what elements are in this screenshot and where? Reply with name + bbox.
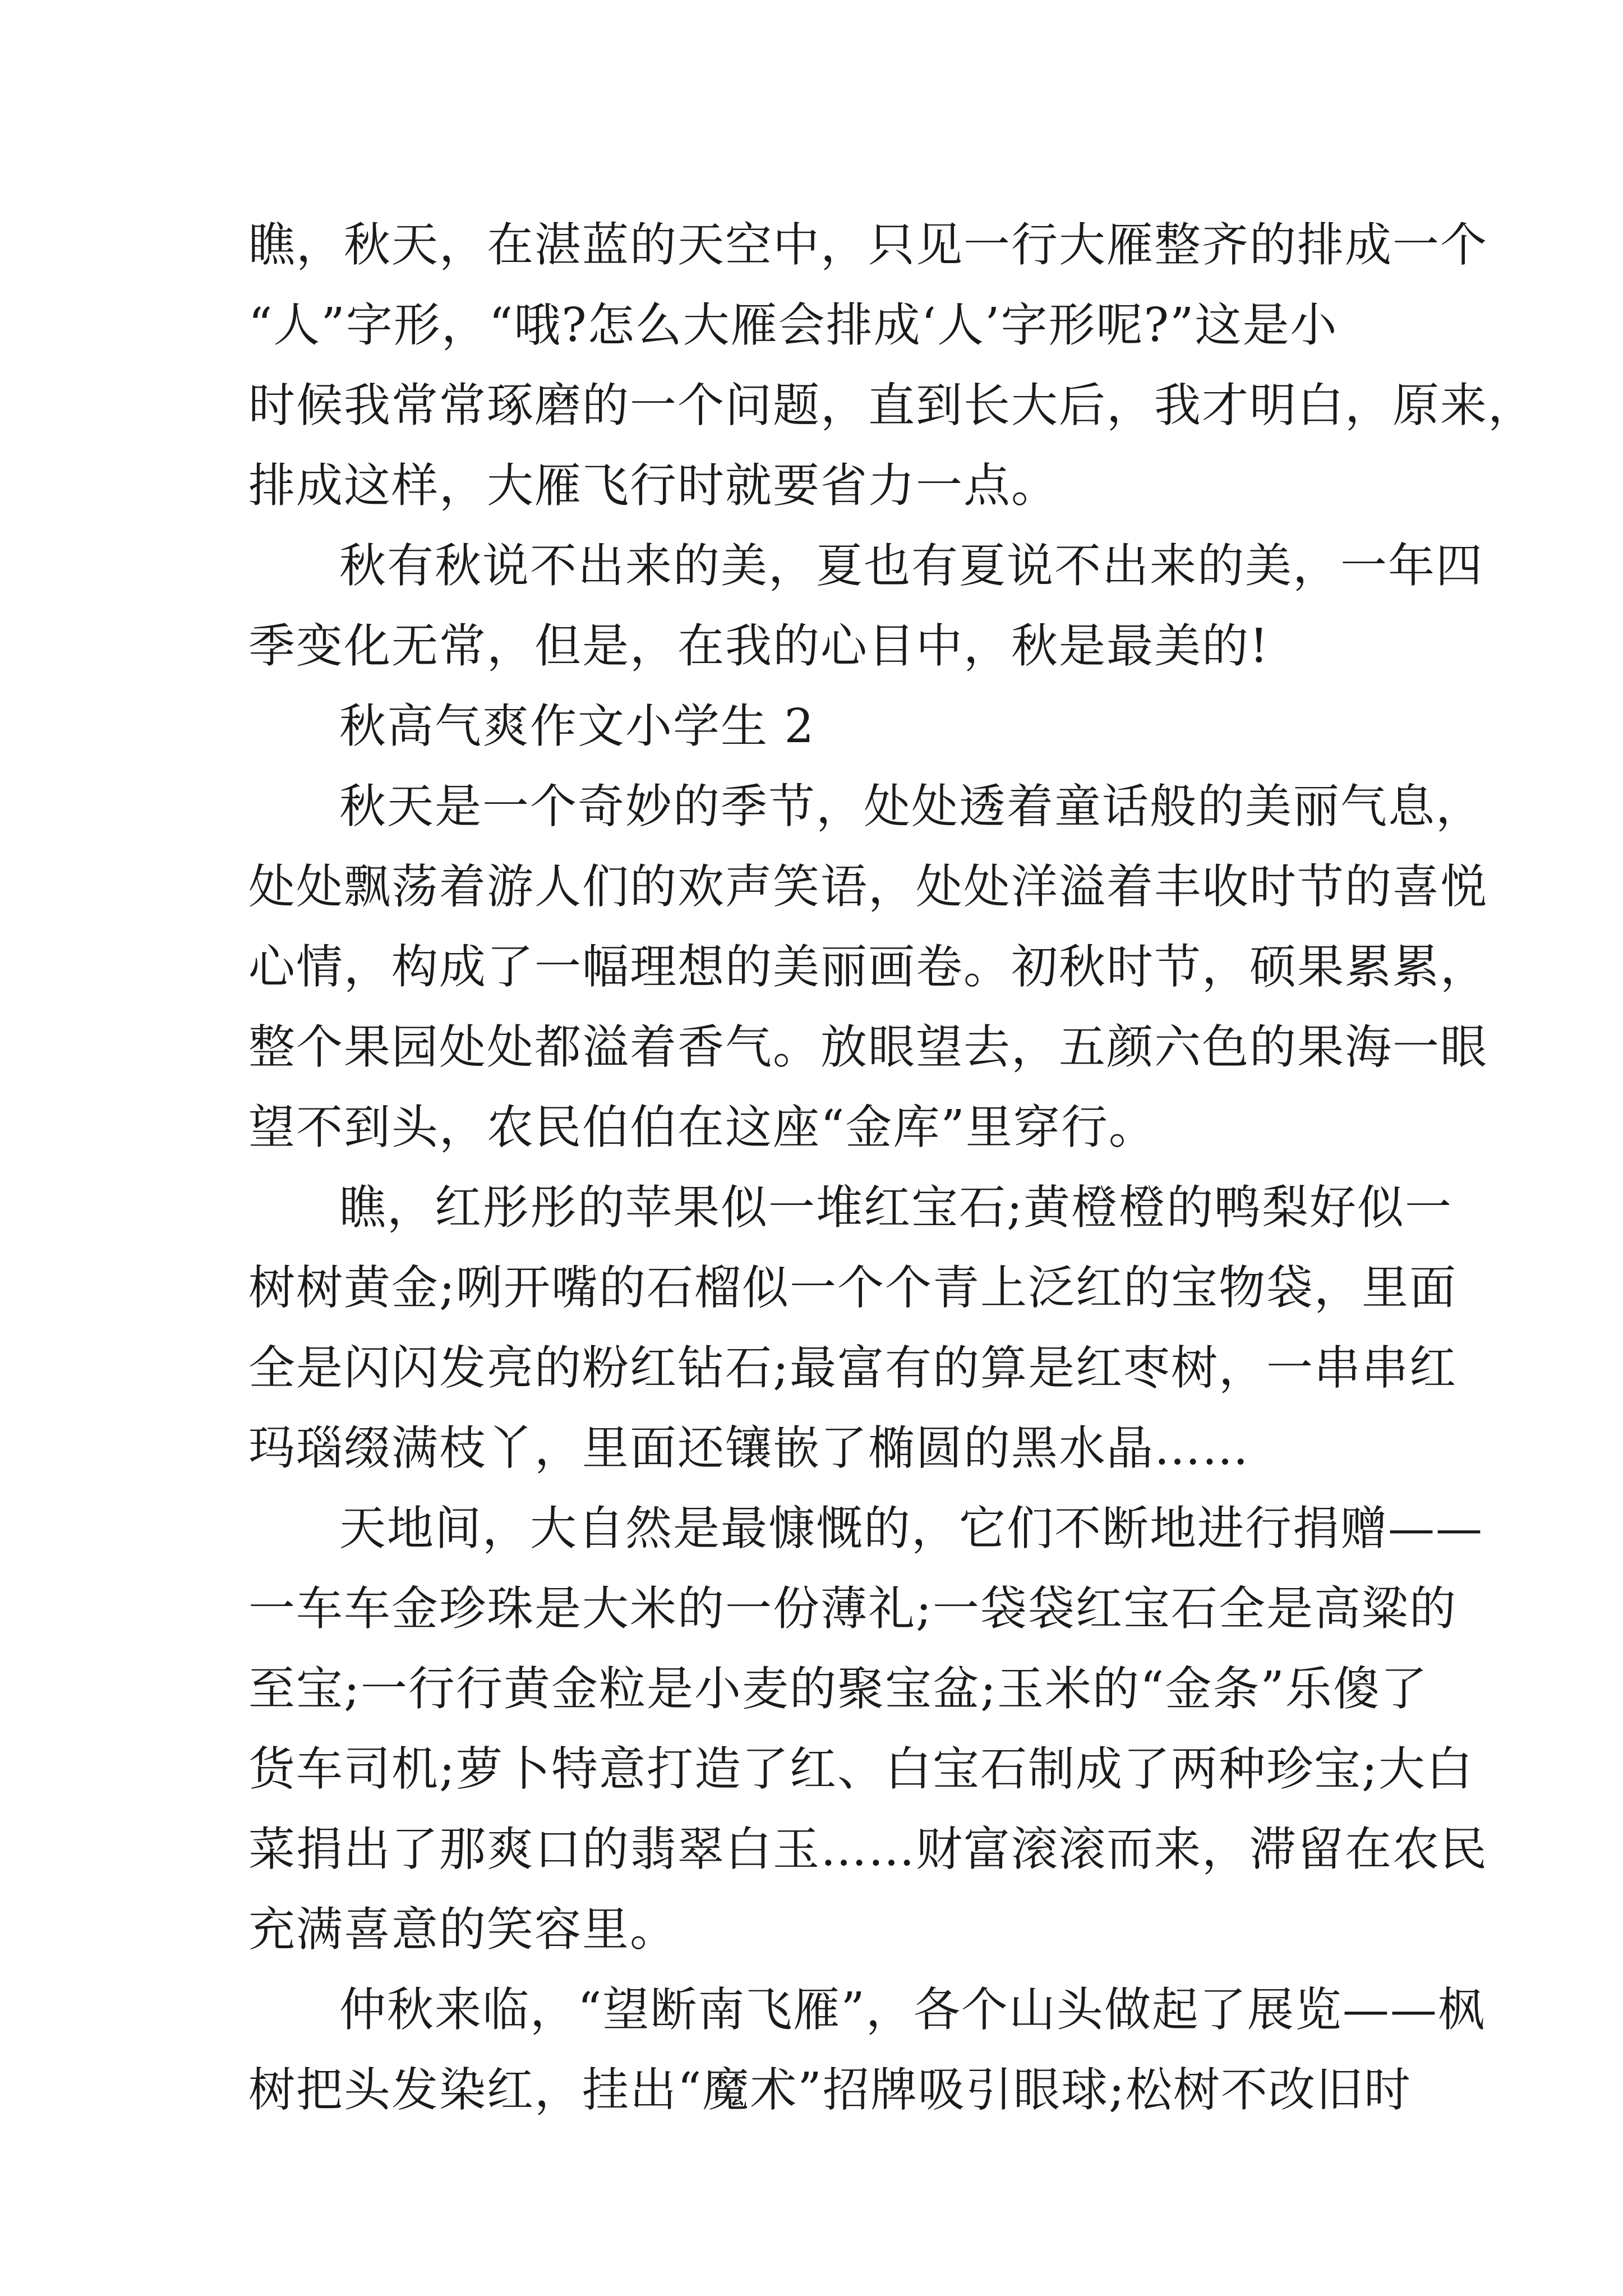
text-line: 天地间，大自然是最慷慨的，它们不断地进行捐赠——: [339, 1501, 1483, 1556]
text-line: 一车车金珍珠是大米的一份薄礼;一袋袋红宝石全是高粱的: [248, 1581, 1457, 1636]
essay-text: [248, 205, 1536, 2130]
text-line: 整个果园处处都溢着香气。放眼望去，五颜六色的果海一眼: [248, 1020, 1488, 1074]
text-line: “人”字形，“哦?怎么大雁会排成‘人’字形呢?”这是小: [248, 298, 1338, 352]
text-line: 树把头发染红，挂出“魔术”招牌吸引眼球;松树不改旧时: [248, 2063, 1412, 2117]
text-line: 秋有秋说不出来的美，夏也有夏说不出来的美，一年四: [339, 539, 1483, 593]
section-heading: 秋高气爽作文小学生 2: [339, 699, 815, 753]
text-line: 瞧，秋天，在湛蓝的天空中，只见一行大雁整齐的排成一个: [248, 218, 1488, 272]
text-line: 至宝;一行行黄金粒是小麦的聚宝盆;玉米的“金条”乐傻了: [248, 1662, 1428, 1716]
text-line: 仲秋来临，“望断南飞雁”，各个山头做起了展览——枫: [339, 1982, 1486, 2037]
text-line: 充满喜意的笑容里。: [248, 1902, 677, 1957]
text-line: 排成这样，大雁飞行时就要省力一点。: [248, 458, 1059, 513]
text-line: 季变化无常，但是，在我的心目中，秋是最美的!: [248, 619, 1270, 673]
text-line: 望不到头，农民伯伯在这座“金库”里穿行。: [248, 1100, 1156, 1154]
text-line: 秋天是一个奇妙的季节，处处透着童话般的美丽气息，: [339, 779, 1483, 834]
text-line: 玛瑙缀满枝丫，里面还镶嵌了椭圆的黑水晶……: [248, 1421, 1249, 1475]
text-line: 瞧，红彤彤的苹果似一堆红宝石;黄橙橙的鸭梨好似一: [339, 1180, 1453, 1235]
text-line: 时候我常常琢磨的一个问题，直到长大后，我才明白，原来，: [248, 378, 1536, 432]
text-line: 心情，构成了一幅理想的美丽画卷。初秋时节，硕果累累，: [248, 940, 1488, 994]
text-line: 全是闪闪发亮的粉红钻石;最富有的算是红枣树，一串串红: [248, 1341, 1457, 1395]
text-line: 树树黄金;咧开嘴的石榴似一个个青上泛红的宝物袋，里面: [248, 1260, 1457, 1315]
text-line: 货车司机;萝卜特意打造了红、白宝石制成了两种珍宝;大白: [248, 1742, 1474, 1796]
text-line: 处处飘荡着游人们的欢声笑语，处处洋溢着丰收时节的喜悦: [248, 859, 1488, 914]
text-line: 菜捐出了那爽口的翡翠白玉……财富滚滚而来，滞留在农民: [248, 1822, 1488, 1876]
